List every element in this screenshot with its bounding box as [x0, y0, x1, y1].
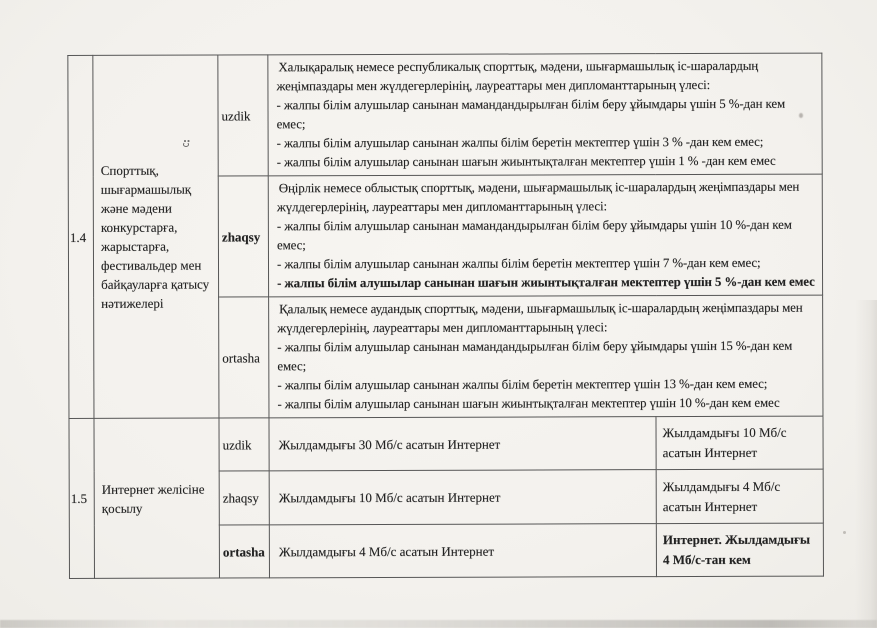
level-cell-1-5-ortasha: ortasha — [219, 525, 269, 578]
description-cell-1-5-ortasha: Жылдамдығы 4 Мб/с асатын Интернет — [269, 524, 656, 578]
desc-intro: Қалалық немесе аудандық спорттық, мәдени, шығармашылық іс-шаралардың жеңімпаздары мен жүлдегерлерінің, лауреаттары мен дипломанттарының үлесі: — [277, 300, 803, 336]
desc-item: - жалпы білім алушылар санынан шағын жиынтықталған мектептер үшін 10 %-дан кем емес — [277, 395, 780, 412]
criterion-cell-1-4: Спорттық, шығармашылық және мәдени конкурстарға, жарыстарға, фестивальдер мен байқауларға қатысу нәтижелері — [93, 55, 219, 418]
level-cell-1-5-uzdik: uzdik — [219, 418, 269, 471]
desc-intro: Өңірлік немесе облыстық спорттық, мәдени, шығармашылық іс-шаралардың жеңімпаздары мен жүлдегерлерінің, лауреаттары мен дипломанттарының үлесі: — [276, 179, 800, 215]
criteria-table — [67, 53, 824, 579]
table-row — [68, 53, 822, 176]
desc-item: - жалпы білім алушылар санынан шағын жиынтықталған мектептер үшін 1 % -дан кем емес — [276, 153, 776, 170]
desc-intro: Халықаралық немесе республикалық спорттық, мәдени, шығармашылық іс-шаралардың жеңімпаздары мен жүлдегерлерінің, лауреаттары мен дипломанттарының үлесі: — [276, 58, 759, 94]
scan-edge-shading — [855, 300, 877, 628]
description-cell-1-5-zhaqsy: Жылдамдығы 10 Мб/с асатын Интернет — [269, 470, 656, 525]
description-cell-1-4-uzdik — [268, 53, 822, 176]
level-cell-1-5-zhaqsy: zhaqsy — [219, 471, 269, 525]
desc-item: - жалпы білім алушылар санынан мамандандырылған білім беру ұйымдары үшін 15 %-дан кем емес; — [277, 338, 793, 374]
desc-item-highlighted: - жалпы білім алушылар санынан шағын жиынтықталған мектептер үшін 5 %-дан кем емес — [277, 274, 815, 291]
table-row — [69, 416, 823, 471]
description-cell-1-5-uzdik: Жылдамдығы 30 Мб/с асатын Интернет — [269, 417, 656, 471]
description-cell-1-4-ortasha — [269, 295, 823, 418]
desc-item: - жалпы білім алушылар санынан жалпы білім беретін мектептер үшін 3 % -дан кем емес; — [276, 134, 764, 151]
note-cell-1-5-uzdik: Жылдамдығы 10 Мб/с асатын Интернет — [656, 416, 823, 470]
scan-edge-strip — [0, 620, 877, 628]
desc-item: - жалпы білім алушылар санынан жалпы білім беретін мектептер үшін 13 %-дан кем емес; — [277, 376, 768, 393]
row-number-1-5: 1.5 — [69, 418, 95, 578]
criterion-cell-1-5: Интернет желісіне қосылу — [94, 418, 220, 578]
note-cell-1-5-ortasha: Интернет. Жылдамдығы 4 Мб/с-тан кем — [656, 523, 823, 577]
description-cell-1-4-zhaqsy — [268, 174, 822, 297]
criteria-table-wrap — [67, 53, 824, 579]
desc-item: - жалпы білім алушылар санынан мамандандырылған білім беру ұйымдары үшін 10 %-дан кем емес; — [276, 217, 792, 253]
desc-item: - жалпы білім алушылар санынан жалпы білім беретін мектептер үшін 7 %-дан кем емес; — [276, 255, 761, 272]
desc-item: - жалпы білім алушылар санынан мамандандырылған білім беру ұйымдары үшін 5 %-дан кем емес; — [276, 96, 786, 132]
level-cell-1-4-uzdik: uzdik — [218, 55, 268, 176]
scan-artifact-dot — [843, 531, 846, 534]
note-cell-1-5-zhaqsy: Жылдамдығы 4 Мб/с асатын Интернет — [656, 469, 823, 524]
row-number-1-4: 1.4 — [68, 55, 94, 418]
level-cell-1-4-zhaqsy: zhaqsy — [218, 176, 268, 297]
level-cell-1-4-ortasha: ortasha — [219, 297, 269, 418]
